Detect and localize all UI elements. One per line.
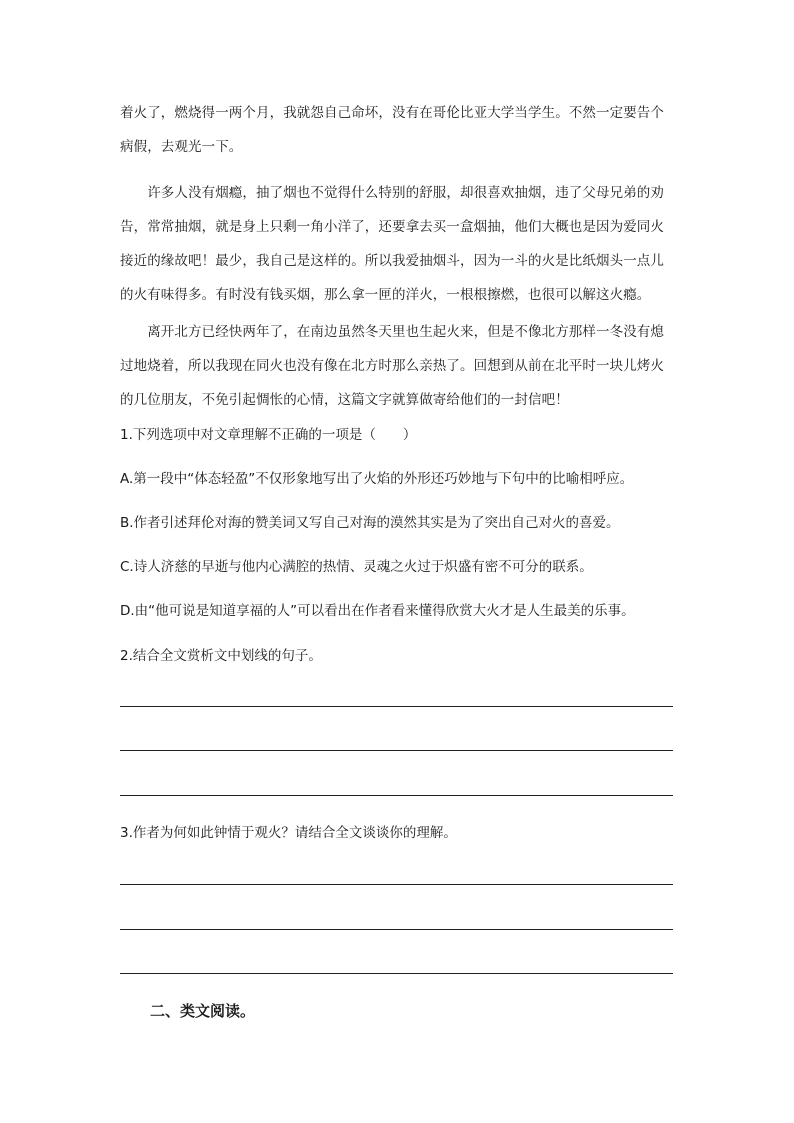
answer-line [120,929,673,930]
text-line: 告，常常抽烟，就是身上只剩一角小洋了，还要拿去买一盒烟抽，他们大概也是因为爱同火 [120,219,664,235]
question-2-stem: 2.结合全文赏析文中划线的句子。 [120,648,322,664]
text-line: 的几位朋友，不免引起惆怅的心情，这篇文字就算做寄给他们的一封信吧！ [120,392,569,408]
text-line: 的火有味得多。有时没有钱买烟，那么拿一匣的洋火，一根根擦燃，也很可以解这火瘾。 [120,287,651,303]
text-line: 病假，去观光一下。 [120,139,243,155]
answer-line [120,706,673,707]
text-line: 过地烧着，所以我现在同火也没有像在北方时那么亲热了。回想到从前在北平时一块儿烤火 [120,358,664,374]
text-line: 着火了，燃烧得一两个月，我就怨自己命坏，没有在哥伦比亚大学当学生。不然一定要告个 [120,105,664,121]
passage-paragraph-north [120,315,676,417]
question-1-option-a: A.第一段中“体态轻盈”不仅形象地写出了火焰的外形还巧妙地与下句中的比喻相呼应。 [120,471,634,487]
answer-line [120,795,673,796]
answer-line [120,973,673,974]
question-1-option-b: B.作者引述拜伦对海的赞美词又写自己对海的漠然其实是为了突出自己对火的喜爱。 [120,515,620,531]
answer-line [120,750,673,751]
section-title: 二、类文阅读。 [150,1002,256,1020]
passage-paragraph-smoking [120,176,676,312]
text-line: 离开北方已经快两年了，在南边虽然冬天里也生起火来，但是不像北方那样一冬没有熄 [120,324,664,340]
text-line: 许多人没有烟瘾，抽了烟也不觉得什么特别的舒服，却很喜欢抽烟，违了父母兄弟的劝 [120,185,664,201]
question-1-option-d: D.由“他可说是知道享福的人”可以看出在作者看来懂得欣赏大火才是人生最美的乐事。 [120,603,635,619]
question-3-stem: 3.作者为何如此钟情于观火？请结合全文谈谈你的理解。 [120,825,457,841]
text-line: 接近的缘故吧！最少，我自己是这样的。所以我爱抽烟斗，因为一斗的火是比纸烟头一点儿 [120,253,664,269]
question-1-stem: 1.下列选项中对文章理解不正确的一项是（ ） [120,427,417,443]
answer-line [120,884,673,885]
question-1-option-c: C.诗人济慈的早逝与他内心满腔的热情、灵魂之火过于炽盛有密不可分的联系。 [120,559,593,575]
passage-paragraph-continued [120,96,676,164]
